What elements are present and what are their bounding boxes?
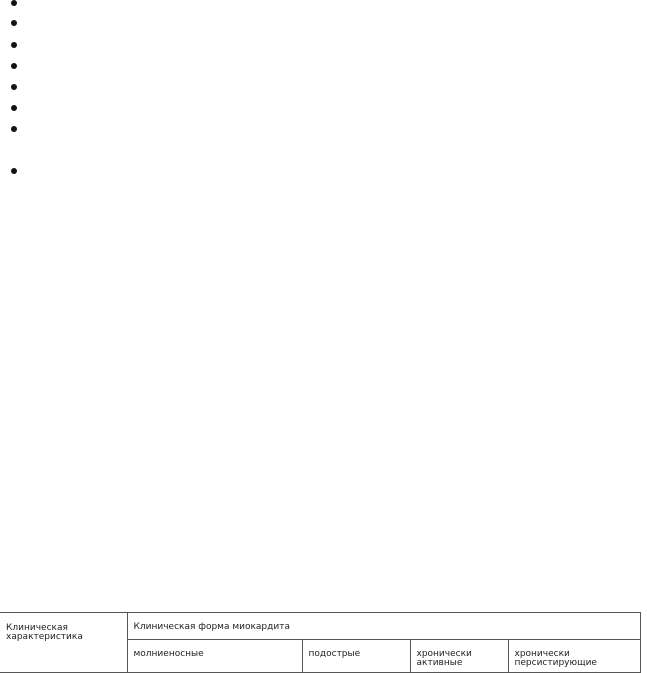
bullet-icon bbox=[11, 168, 17, 174]
column-header-subacute: подострые bbox=[302, 640, 410, 673]
bullet-icon bbox=[11, 105, 17, 111]
column-header-fulminant: молниеносные bbox=[127, 640, 302, 673]
row-header-cell: Клиническая характеристика bbox=[0, 613, 127, 673]
bullet-icon bbox=[11, 126, 17, 132]
group-header-cell: Клиническая форма миокардита bbox=[127, 613, 640, 640]
bullet-icon bbox=[11, 42, 17, 48]
column-header-chronic-persistent: хронически персистирующие bbox=[508, 640, 640, 673]
bullet-icon bbox=[11, 63, 17, 69]
classification-table-wrap bbox=[0, 612, 640, 672]
myocarditis-classification-table bbox=[0, 612, 641, 673]
bullet-icon bbox=[11, 0, 17, 6]
bullet-icon bbox=[11, 20, 17, 26]
table-header-row bbox=[0, 613, 640, 640]
bullet-icon bbox=[11, 84, 17, 90]
column-header-chronic-active: хронически активные bbox=[410, 640, 508, 673]
